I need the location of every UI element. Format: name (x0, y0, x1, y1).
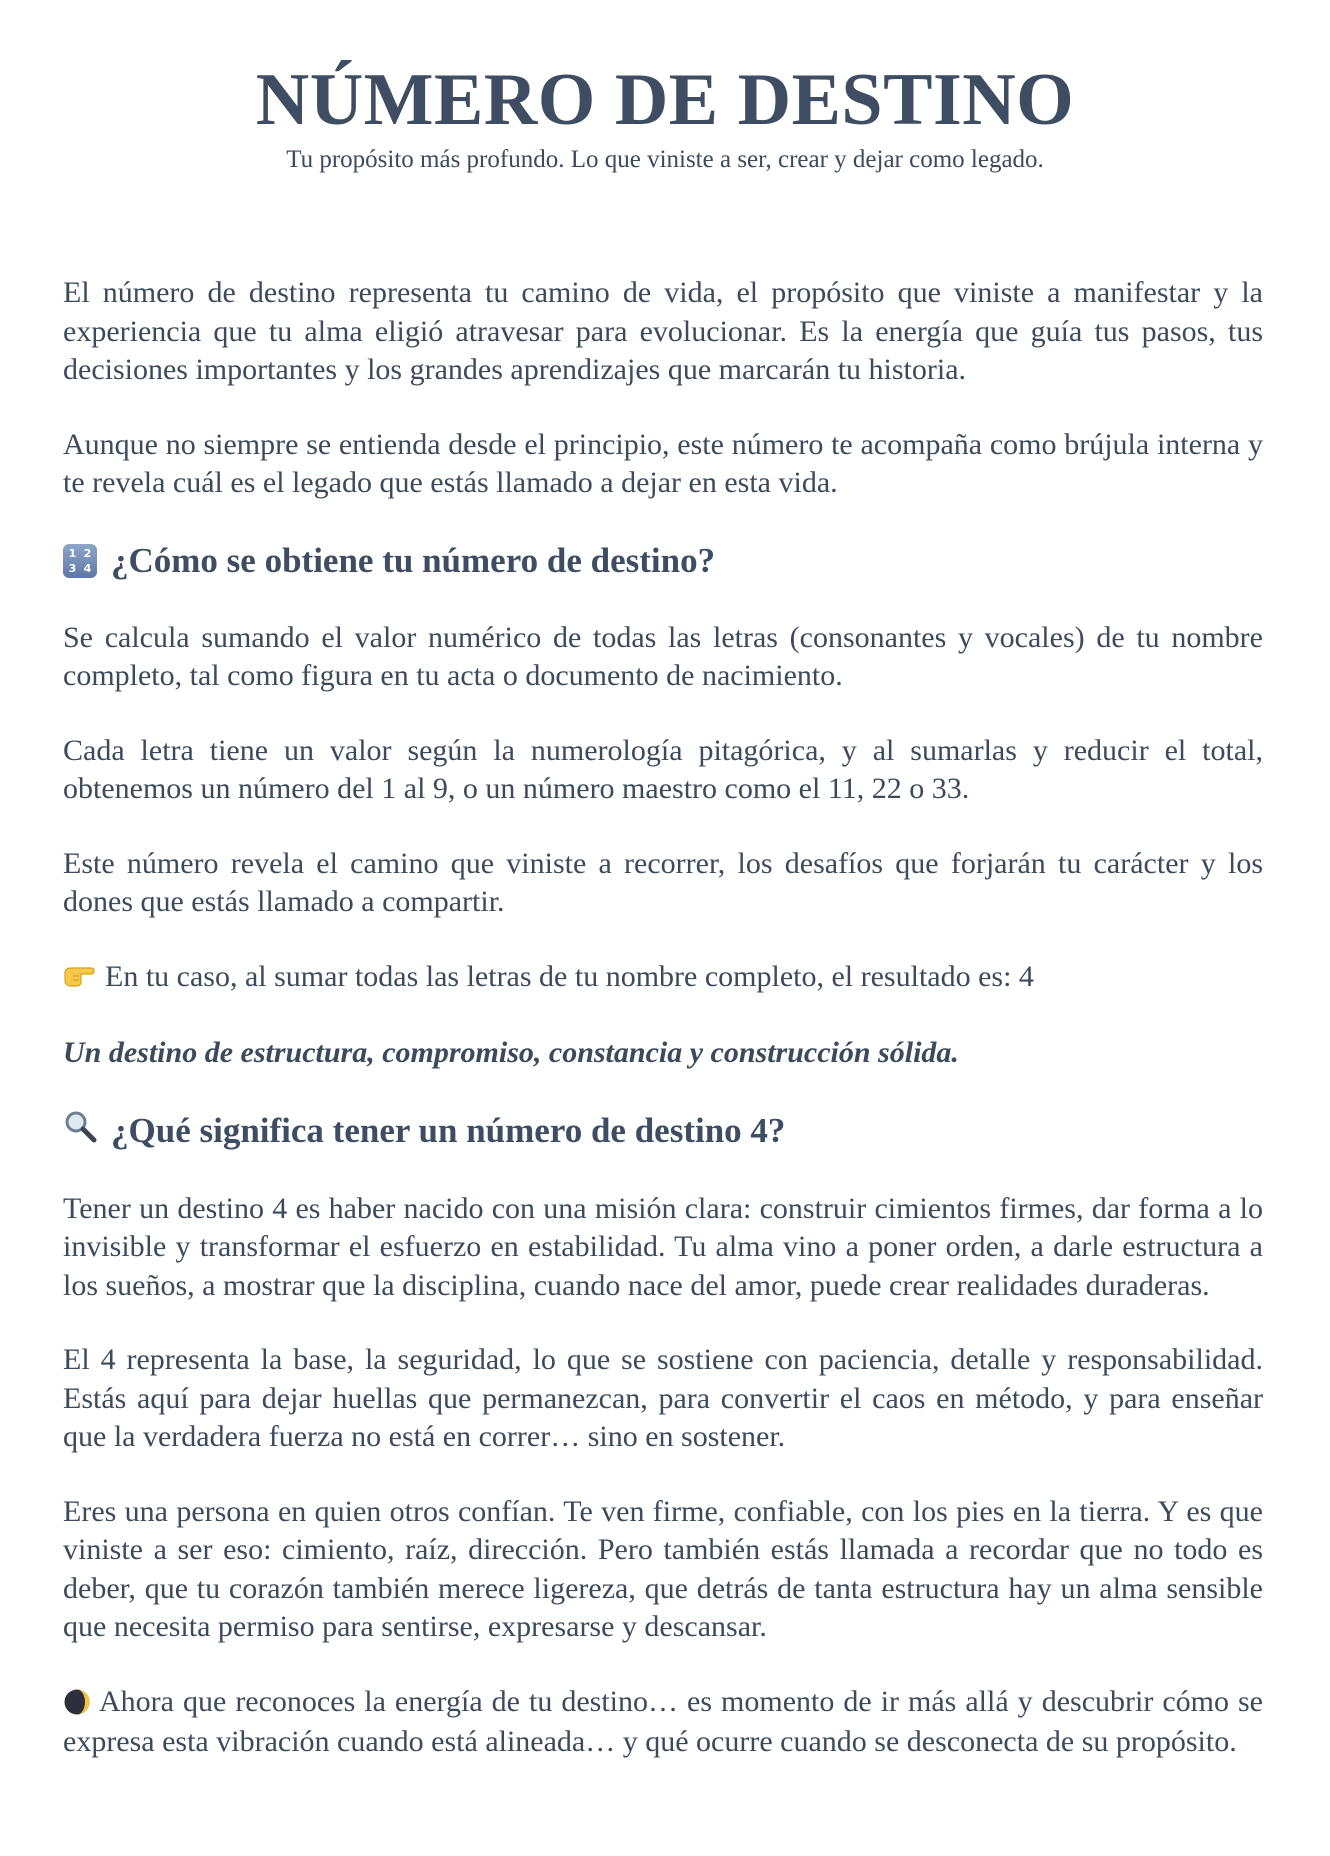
intro-paragraph-2: Aunque no siempre se entienda desde el principio, este número te acompaña como brújula interna y te revela cuál es el legado que estás llamado a dejar en esta vida. (63, 427, 1263, 499)
section-heading-meaning-text: ¿Qué significa tener un número de destino 4? (111, 1111, 786, 1150)
result-text: En tu caso, al sumar todas las letras de tu nombre completo, el resultado es: 4 (105, 959, 1034, 993)
how-paragraph-3: Este número revela el camino que viniste a recorrer, los desafíos que forjarán tu carácter y los dones que estás llamado a compartir. (63, 846, 1263, 918)
document-body (63, 274, 1263, 1797)
section-heading-how-text: ¿Cómo se obtiene tu número de destino? (111, 540, 716, 580)
magnifying-glass-icon (63, 1109, 97, 1154)
page-title: NÚMERO DE DESTINO (255, 59, 1075, 141)
moon-icon (63, 1684, 91, 1723)
section-heading-how (63, 539, 1263, 583)
meaning-paragraph-2: El 4 representa la base, la seguridad, lo que se sostiene con paciencia, detalle y responsabilidad. Estás aquí para dejar huellas que permanezcan, para convertir el caos en método, y para enseñar que la verdadera fuerza no está en correr… sino en sostener. (63, 1343, 1263, 1453)
intro-paragraph-1: El número de destino representa tu camino de vida, el propósito que viniste a manifestar y la experiencia que tu alma eligió atravesar para evolucionar. Es la energía que guía tus pasos, tus decisiones importantes y los grandes aprendizajes que marcarán tu historia. (63, 276, 1263, 386)
meaning-paragraph-1: Tener un destino 4 es haber nacido con una misión clara: construir cimientos firmes, dar forma a lo invisible y transformar el esfuerzo en estabilidad. Tu alma vino a poner orden, a darle estructura a los sueños, a mostrar que la disciplina, cuando nace del amor, puede crear realidades duraderas. (63, 1191, 1263, 1302)
closing-text: Ahora que reconoces la energía de tu destino… es momento de ir más allá y descubrir cómo se expresa esta vibración cuando está alineada… y qué ocurre cuando se desconecta de su propósito. (63, 1684, 1263, 1758)
closing-paragraph (63, 1683, 1263, 1762)
how-paragraph-1: Se calcula sumando el valor numérico de todas las letras (consonantes y vocales) de tu nombre completo, tal como figura en tu acta o documento de nacimiento. (63, 620, 1263, 692)
pointing-hand-icon (63, 960, 95, 999)
result-line (63, 958, 1263, 999)
meaning-paragraph-3: Eres una persona en quien otros confían. Te ven firme, confiable, con los pies en la tierra. Y es que viniste a ser eso: cimiento, raíz, dirección. Pero también estás llamada a recordar que no todo es deber, que tu corazón también merece ligereza, que detrás de tanta estructura hay un alma sensible que necesita permiso para sentirse, expresarse y descansar. (63, 1494, 1263, 1643)
how-paragraph-2: Cada letra tiene un valor según la numerología pitagórica, y al sumarlas y reducir el total, obtenemos un número del 1 al 9, o un número maestro como el 11, 22 o 33. (63, 733, 1263, 805)
page-subtitle: Tu propósito más profundo. Lo que viniste a ser, crear y dejar como legado. (286, 146, 1044, 173)
section-heading-meaning (63, 1109, 1263, 1154)
destiny-tagline: Un destino de estructura, compromiso, constancia y construcción sólida. (63, 1036, 959, 1069)
numbers-icon: 1 2 3 4 (63, 544, 97, 578)
